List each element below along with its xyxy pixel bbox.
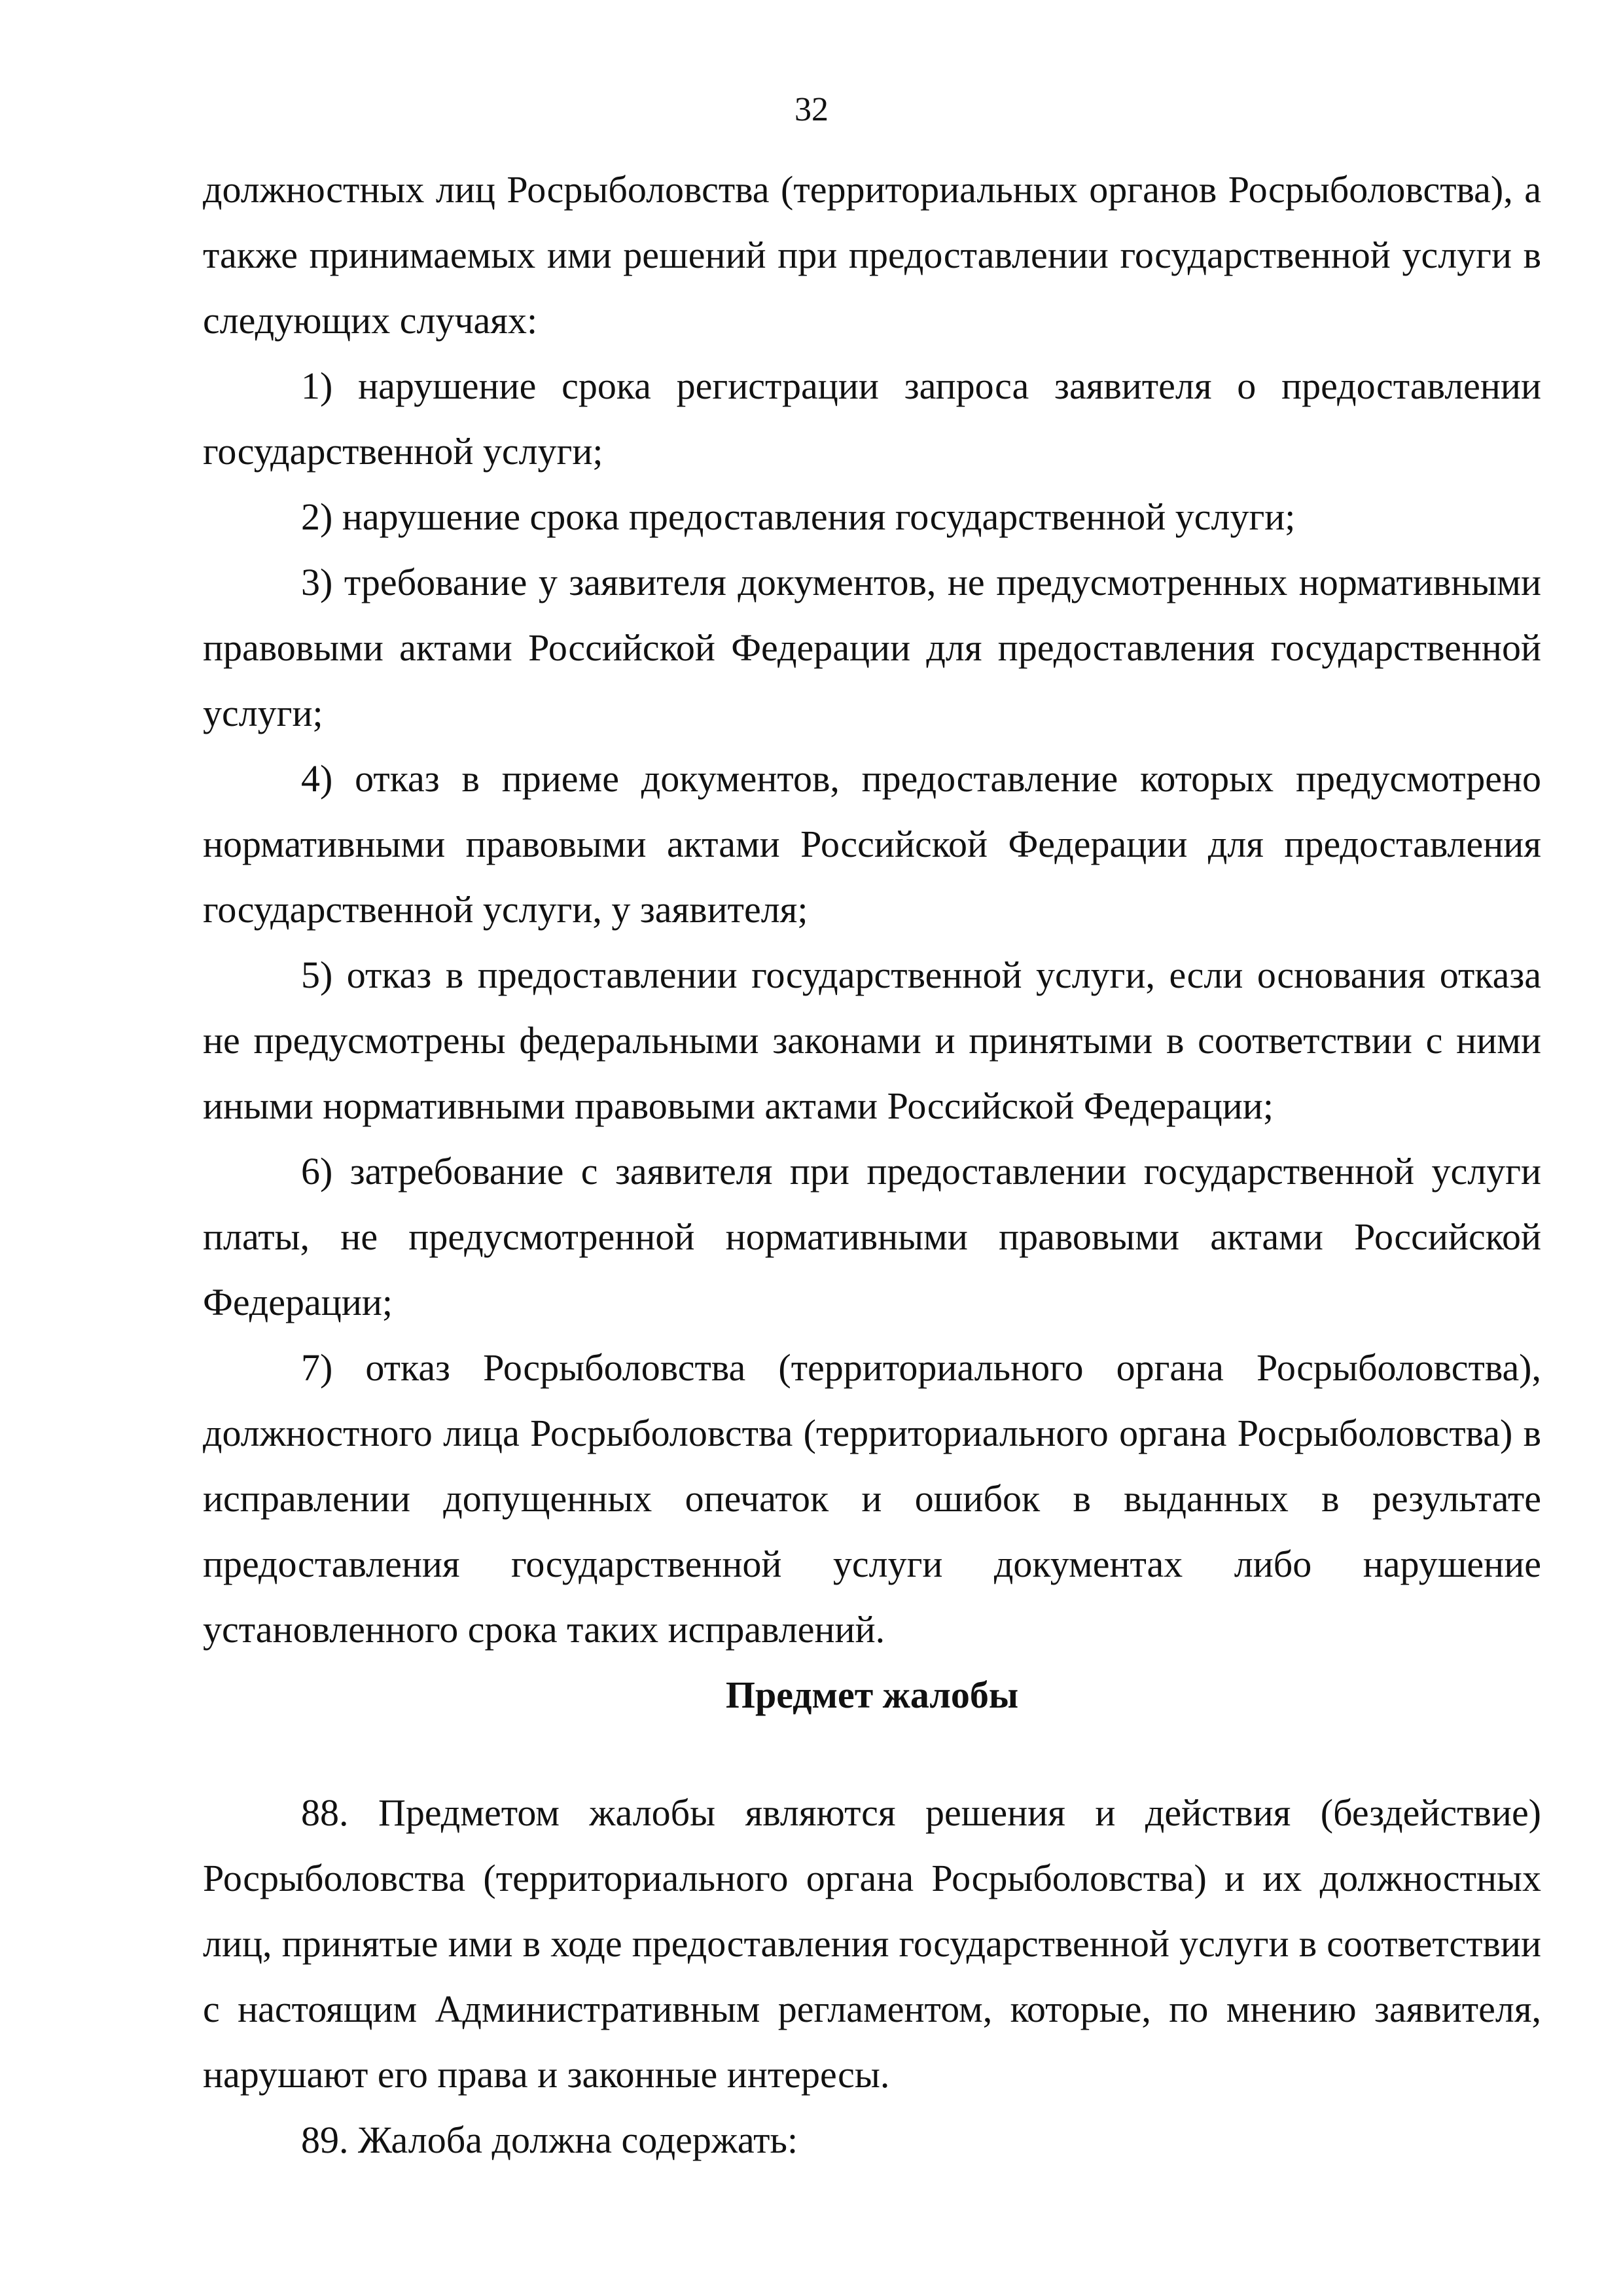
section-heading: Предмет жалобы bbox=[725, 1674, 1019, 1716]
paragraph-89: 89. Жалоба должна содержать: bbox=[301, 2119, 798, 2161]
list-item-1: 1) нарушение срока регистрации запроса заявителя о предоставлении государственной услуги; bbox=[203, 365, 1541, 473]
list-item-5: 5) отказ в предоставлении государственной услуги, если основания отказа не предусмотрены федеральными законами и принятыми в соответствии с ними иными нормативными правовыми актами Российской Федерации; bbox=[203, 954, 1541, 1127]
page-number: 32 bbox=[794, 91, 829, 128]
list-item-7: 7) отказ Росрыболовства (территориального органа Росрыболовства), должностного лица Росрыболовства (территориального органа Росрыболовства) в исправлении допущенных опечаток и ошибок в выданных в результате предоставления государственной услуги документах либо нарушение установленного срока таких исправлений. bbox=[203, 1346, 1541, 1651]
list-item-2: 2) нарушение срока предоставления государственной услуги; bbox=[301, 495, 1296, 538]
intro-paragraph: должностных лиц Росрыболовства (территориальных органов Росрыболовства), а также принимаемых ими решений при предоставлении государственной услуги в следующих случаях: bbox=[203, 168, 1541, 342]
list-item-3: 3) требование у заявителя документов, не предусмотренных нормативными правовыми актами Российской Федерации для предоставления государственной услуги; bbox=[203, 561, 1541, 734]
list-item-6: 6) затребование с заявителя при предоставлении государственной услуги платы, не предусмотренной нормативными правовыми актами Российской Федерации; bbox=[203, 1150, 1541, 1323]
document-body bbox=[203, 157, 1541, 2173]
list-item-4: 4) отказ в приеме документов, предоставление которых предусмотрено нормативными правовыми актами Российской Федерации для предоставления государственной услуги, у заявителя; bbox=[203, 757, 1541, 931]
paragraph-88: 88. Предметом жалобы являются решения и действия (бездействие) Росрыболовства (территориального органа Росрыболовства) и их должностных лиц, принятые ими в ходе предоставления государственной услуги в соответствии с настоящим Административным регламентом, которые, по мнению заявителя, нарушают его права и законные интересы. bbox=[203, 1791, 1541, 2096]
